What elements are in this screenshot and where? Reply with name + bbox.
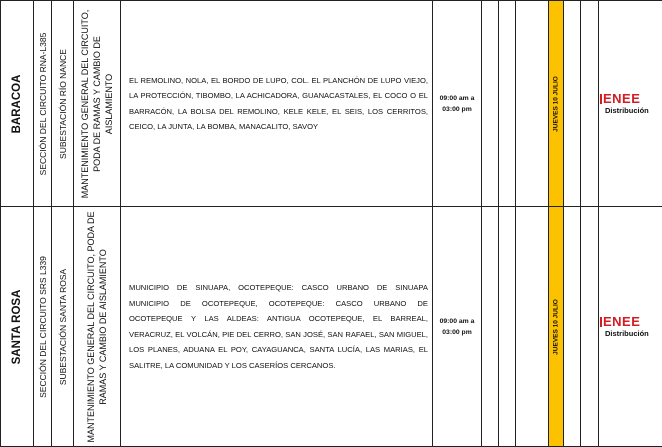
substation-cell bbox=[52, 1, 74, 207]
work-cell bbox=[74, 207, 121, 447]
outage-day: JUEVES 10 JULIO bbox=[553, 299, 560, 355]
city-name: BARACOA bbox=[11, 74, 23, 133]
time-start: 09:00 am a bbox=[440, 318, 475, 325]
time-range bbox=[433, 93, 481, 115]
work-description: MANTENIMIENTO GENERAL DEL CIRCUITO, PODA DE RAMAS Y CAMBIO DE AISLAMIENTO bbox=[85, 211, 109, 443]
enee-logo bbox=[600, 315, 660, 339]
city-name: SANTA ROSA bbox=[11, 289, 23, 364]
logo-brand: ENEE bbox=[603, 91, 640, 106]
time-start: 09:00 am a bbox=[440, 95, 475, 102]
day-cell-empty bbox=[516, 1, 549, 207]
day-cell-empty bbox=[564, 1, 581, 207]
day-cell-empty bbox=[581, 207, 599, 447]
day-cell-empty bbox=[516, 207, 549, 447]
affected-areas: MUNICIPIO DE SINUAPA, OCOTEPEQUE: CASCO URBANO DE SINUAPA MUNICIPIO DE OCOTEPEQUE, OCOTEPEQUE: CASCO URBANO DE OCOTEPEQUE Y LAS ALDEAS: ANTIGUA OCOTEPEQUE, EL BARREAL, VERACRUZ, EL VOLCÁN, PIE DEL CERRO, SAN JOSÉ, SAN RAFAEL, SAN MIGUEL, LOS PLANES, ADUANA EL POY, CAYAGUANCA, SANTA LUCÍA, LAS MARIAS, EL SALITRE, LA COMUNIDAD Y LOS CASERÍOS CERCANOS. bbox=[121, 280, 432, 373]
table-row bbox=[1, 1, 662, 207]
day-cell-empty bbox=[499, 1, 516, 207]
table-row bbox=[1, 207, 662, 447]
city-cell bbox=[1, 207, 34, 447]
circuit-name: SECCIÓN DEL CIRCUITO SRS L339 bbox=[38, 256, 48, 398]
work-cell bbox=[74, 1, 121, 207]
substation-name: SUBESTACIÓN SANTA ROSA bbox=[58, 268, 68, 384]
day-cell-empty bbox=[482, 207, 499, 447]
substation-cell bbox=[52, 207, 74, 447]
time-range bbox=[433, 316, 481, 338]
logo-subtitle: Distribución bbox=[605, 106, 649, 115]
logo-brand: ENEE bbox=[603, 314, 640, 329]
logo-cell bbox=[599, 1, 662, 207]
circuit-cell bbox=[34, 207, 52, 447]
city-cell bbox=[1, 1, 34, 207]
areas-cell bbox=[121, 207, 433, 447]
outage-day: JUEVES 10 JULIO bbox=[553, 76, 560, 132]
substation-name: SUBESTACIÓN RÍO NANCE bbox=[58, 49, 68, 159]
areas-cell bbox=[121, 1, 433, 207]
day-cell-highlight bbox=[549, 1, 564, 207]
day-cell-empty bbox=[564, 207, 581, 447]
day-cell-empty bbox=[482, 1, 499, 207]
time-end: 03:00 pm bbox=[442, 329, 471, 336]
circuit-cell bbox=[34, 1, 52, 207]
affected-areas: EL REMOLINO, NOLA, EL BORDO DE LUPO, COL. EL PLANCHÓN DE LUPO VIEJO, LA PROTECCIÓN, TIBOMBO, LA ACHICADORA, GUANACASTALES, EL COCO O EL BARRACÓN, LA BOLSA DEL REMOLINO, KELE KELE, EL SEIS, LOS CERRITOS, CEICO, LA JUNTA, LA BOMBA, MANACALITO, SAVOY bbox=[121, 73, 432, 135]
time-cell bbox=[433, 1, 482, 207]
day-cell-highlight bbox=[549, 207, 564, 447]
logo-subtitle: Distribución bbox=[605, 329, 649, 338]
work-description: MANTENIMIENTO GENERAL DEL CIRCUITO, PODA DE RAMAS Y CAMBIO DE AISLAMIENTO bbox=[79, 6, 115, 201]
circuit-name: SECCIÓN DEL CIRCUITO RNA-L385 bbox=[38, 32, 48, 175]
time-cell bbox=[433, 207, 482, 447]
day-cell-empty bbox=[499, 207, 516, 447]
day-cell-empty bbox=[581, 1, 599, 207]
time-end: 03:00 pm bbox=[442, 106, 471, 113]
logo-cell bbox=[599, 207, 662, 447]
enee-logo bbox=[600, 92, 660, 116]
